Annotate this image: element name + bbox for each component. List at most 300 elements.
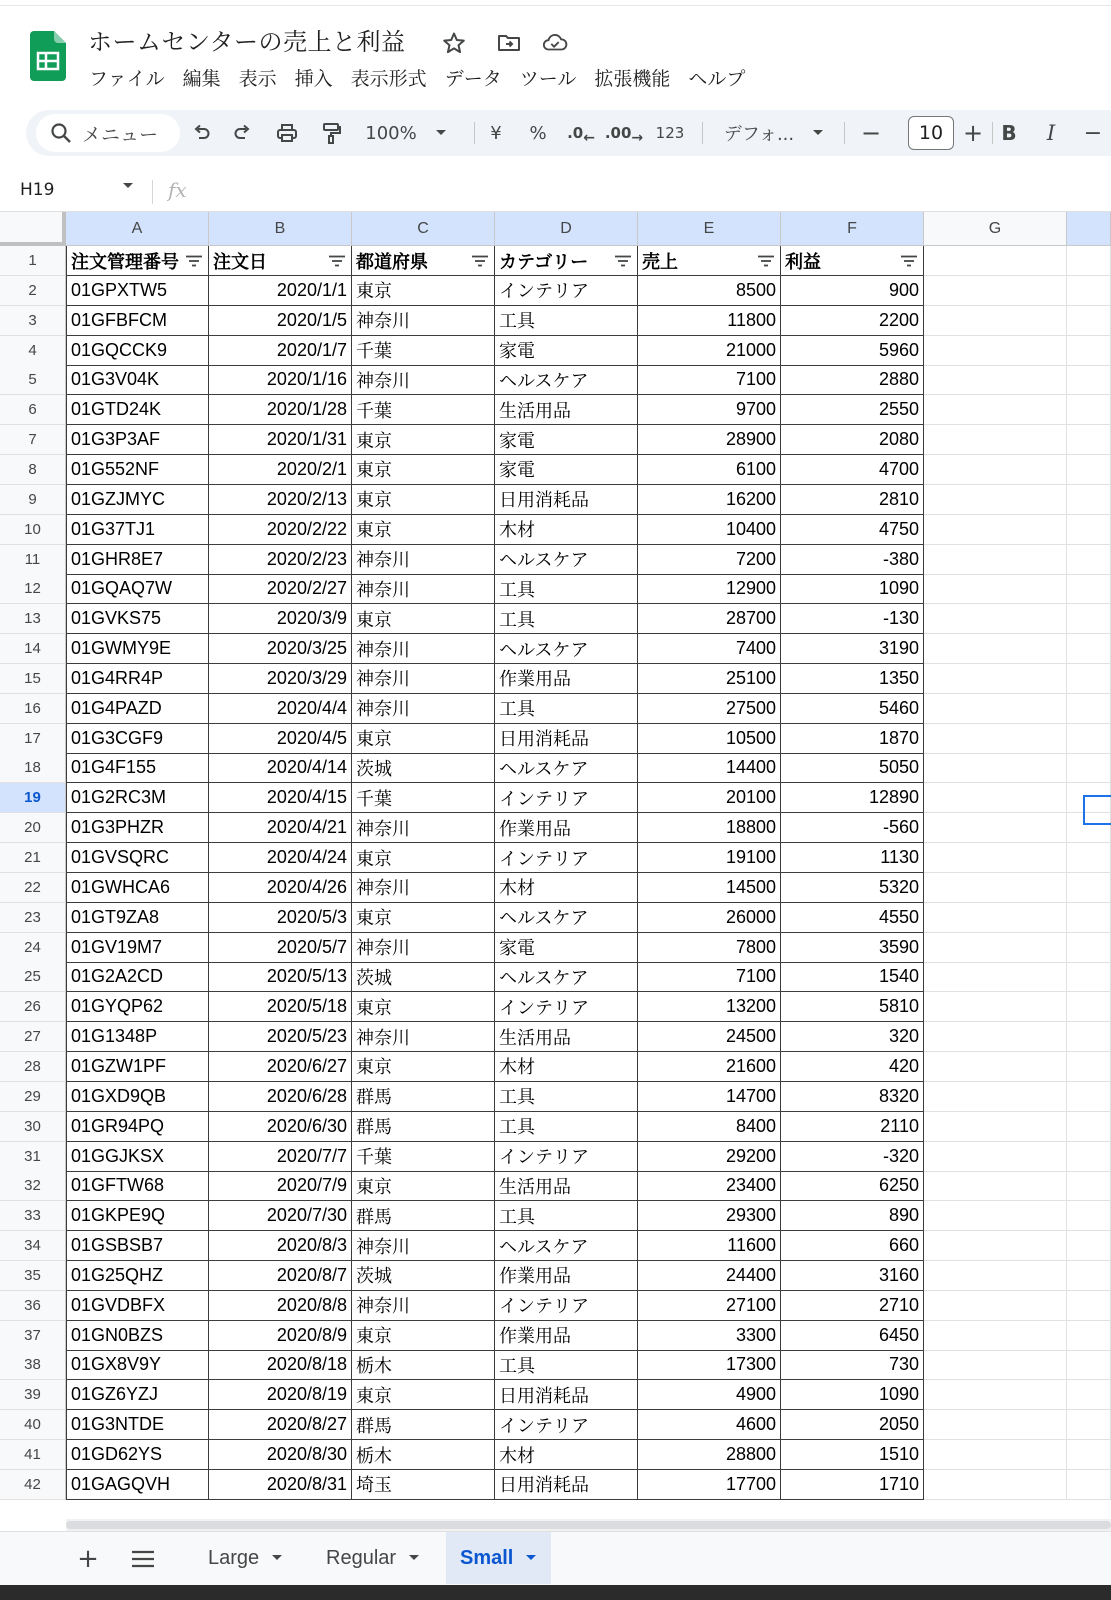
cell-f41[interactable]: 1510 <box>781 1440 924 1470</box>
row-header[interactable]: 5 <box>0 365 66 395</box>
row-header[interactable]: 9 <box>0 485 66 515</box>
row-header[interactable]: 42 <box>0 1470 66 1500</box>
row-header[interactable]: 30 <box>0 1112 66 1142</box>
menu-search-button[interactable] <box>36 114 180 152</box>
cell-b18[interactable]: 2020/4/14 <box>209 753 352 783</box>
cell-d20[interactable]: 作業用品 <box>495 813 638 843</box>
cell-h32[interactable] <box>1067 1171 1111 1201</box>
cell-e2[interactable]: 8500 <box>638 276 781 306</box>
row-header[interactable]: 6 <box>0 395 66 425</box>
cell-c16[interactable]: 神奈川 <box>352 694 495 724</box>
cell-g26[interactable] <box>924 992 1067 1022</box>
cell-a30[interactable]: 01GR94PQ <box>66 1112 209 1142</box>
cell-h24[interactable] <box>1067 933 1111 963</box>
cell-b13[interactable]: 2020/3/9 <box>209 604 352 634</box>
cell-a5[interactable]: 01G3V04K <box>66 365 209 395</box>
row-header[interactable]: 11 <box>0 545 66 575</box>
cell-d2[interactable]: インテリア <box>495 276 638 306</box>
cell-c24[interactable]: 神奈川 <box>352 933 495 963</box>
cell-b41[interactable]: 2020/8/30 <box>209 1440 352 1470</box>
cell-f32[interactable]: 6250 <box>781 1171 924 1201</box>
select-all-corner[interactable] <box>0 212 66 246</box>
cell-h3[interactable] <box>1067 306 1111 336</box>
cell-c19[interactable]: 千葉 <box>352 783 495 813</box>
cell-a7[interactable]: 01G3P3AF <box>66 425 209 455</box>
cell-f9[interactable]: 2810 <box>781 485 924 515</box>
cell-b38[interactable]: 2020/8/18 <box>209 1350 352 1380</box>
cell-g17[interactable] <box>924 724 1067 754</box>
cell-e16[interactable]: 27500 <box>638 694 781 724</box>
cell-e10[interactable]: 10400 <box>638 515 781 545</box>
cell-c18[interactable]: 茨城 <box>352 753 495 783</box>
cell-b17[interactable]: 2020/4/5 <box>209 724 352 754</box>
cell-d11[interactable]: ヘルスケア <box>495 545 638 575</box>
cell-c15[interactable]: 神奈川 <box>352 664 495 694</box>
cell-g11[interactable] <box>924 545 1067 575</box>
row-header[interactable]: 23 <box>0 903 66 933</box>
cell-g24[interactable] <box>924 933 1067 963</box>
cell-d22[interactable]: 木材 <box>495 873 638 903</box>
cell-b19[interactable]: 2020/4/15 <box>209 783 352 813</box>
cell-d41[interactable]: 木材 <box>495 1440 638 1470</box>
cell-b42[interactable]: 2020/8/31 <box>209 1470 352 1500</box>
cell-b30[interactable]: 2020/6/30 <box>209 1112 352 1142</box>
cell-d27[interactable]: 生活用品 <box>495 1022 638 1052</box>
cell-d36[interactable]: インテリア <box>495 1291 638 1321</box>
cell-d24[interactable]: 家電 <box>495 933 638 963</box>
cell-e25[interactable]: 7100 <box>638 962 781 992</box>
cell-e12[interactable]: 12900 <box>638 574 781 604</box>
strikethrough-button[interactable] <box>1078 110 1108 156</box>
cell-e13[interactable]: 28700 <box>638 604 781 634</box>
menu-edit[interactable]: 編集 <box>182 68 221 90</box>
cell-c11[interactable]: 神奈川 <box>352 545 495 575</box>
cell-e24[interactable]: 7800 <box>638 933 781 963</box>
cell-g40[interactable] <box>924 1410 1067 1440</box>
star-icon[interactable] <box>441 30 467 56</box>
cell-g34[interactable] <box>924 1231 1067 1261</box>
row-header[interactable]: 2 <box>0 276 66 306</box>
cell-f35[interactable]: 3160 <box>781 1261 924 1291</box>
header-cell-a[interactable] <box>66 246 209 276</box>
cell-a9[interactable]: 01GZJMYC <box>66 485 209 515</box>
cell-f6[interactable]: 2550 <box>781 395 924 425</box>
cell-c28[interactable]: 東京 <box>352 1052 495 1082</box>
cell-f39[interactable]: 1090 <box>781 1380 924 1410</box>
cell-d7[interactable]: 家電 <box>495 425 638 455</box>
row-header[interactable]: 17 <box>0 724 66 754</box>
header-cell-f[interactable] <box>781 246 924 276</box>
cell-e18[interactable]: 14400 <box>638 753 781 783</box>
cell-b3[interactable]: 2020/1/5 <box>209 306 352 336</box>
cell-f24[interactable]: 3590 <box>781 933 924 963</box>
cell-f19[interactable]: 12890 <box>781 783 924 813</box>
cell-c33[interactable]: 群馬 <box>352 1201 495 1231</box>
cell-b36[interactable]: 2020/8/8 <box>209 1291 352 1321</box>
cell-c39[interactable]: 東京 <box>352 1380 495 1410</box>
move-folder-icon[interactable] <box>496 30 522 56</box>
sheets-logo-icon[interactable] <box>30 31 66 81</box>
cell-b25[interactable]: 2020/5/13 <box>209 962 352 992</box>
cell-h7[interactable] <box>1067 425 1111 455</box>
row-header[interactable]: 32 <box>0 1171 66 1201</box>
cell-e36[interactable]: 27100 <box>638 1291 781 1321</box>
cell-a17[interactable]: 01G3CGF9 <box>66 724 209 754</box>
cell-b33[interactable]: 2020/7/30 <box>209 1201 352 1231</box>
number-format-button[interactable] <box>652 110 688 156</box>
cell-e9[interactable]: 16200 <box>638 485 781 515</box>
cell-e23[interactable]: 26000 <box>638 903 781 933</box>
cell-h2[interactable] <box>1067 276 1111 306</box>
cell-b32[interactable]: 2020/7/9 <box>209 1171 352 1201</box>
cell-a39[interactable]: 01GZ6YZJ <box>66 1380 209 1410</box>
cell-c10[interactable]: 東京 <box>352 515 495 545</box>
cell-d12[interactable]: 工具 <box>495 574 638 604</box>
cell-b23[interactable]: 2020/5/3 <box>209 903 352 933</box>
cell-h39[interactable] <box>1067 1380 1111 1410</box>
cell-f30[interactable]: 2110 <box>781 1112 924 1142</box>
row-header[interactable]: 38 <box>0 1350 66 1380</box>
menu-format[interactable]: 表示形式 <box>350 68 427 90</box>
cell-f12[interactable]: 1090 <box>781 574 924 604</box>
cell-f21[interactable]: 1130 <box>781 843 924 873</box>
decrease-font-size-button[interactable] <box>856 110 886 156</box>
menu-tools[interactable]: ツール <box>519 68 577 90</box>
cell-a20[interactable]: 01G3PHZR <box>66 813 209 843</box>
cell-d26[interactable]: インテリア <box>495 992 638 1022</box>
cell-f15[interactable]: 1350 <box>781 664 924 694</box>
cell-a35[interactable]: 01G25QHZ <box>66 1261 209 1291</box>
cell-f42[interactable]: 1710 <box>781 1470 924 1500</box>
cell-d18[interactable]: ヘルスケア <box>495 753 638 783</box>
row-header[interactable]: 18 <box>0 753 66 783</box>
cell-f31[interactable]: -320 <box>781 1142 924 1172</box>
cell-c40[interactable]: 群馬 <box>352 1410 495 1440</box>
cell-g32[interactable] <box>924 1171 1067 1201</box>
row-header[interactable]: 20 <box>0 813 66 843</box>
column-header-e[interactable]: E <box>638 212 781 246</box>
cell-g5[interactable] <box>924 365 1067 395</box>
menu-help[interactable]: ヘルプ <box>688 68 746 90</box>
cell-c14[interactable]: 神奈川 <box>352 634 495 664</box>
cell-c38[interactable]: 栃木 <box>352 1350 495 1380</box>
cell-e28[interactable]: 21600 <box>638 1052 781 1082</box>
cell-c41[interactable]: 栃木 <box>352 1440 495 1470</box>
cell-c21[interactable]: 東京 <box>352 843 495 873</box>
row-header[interactable]: 12 <box>0 574 66 604</box>
cell-b39[interactable]: 2020/8/19 <box>209 1380 352 1410</box>
cell-a36[interactable]: 01GVDBFX <box>66 1291 209 1321</box>
cell-h4[interactable] <box>1067 336 1111 366</box>
row-header[interactable]: 40 <box>0 1410 66 1440</box>
cloud-saved-icon[interactable] <box>542 30 568 56</box>
cell-b9[interactable]: 2020/2/13 <box>209 485 352 515</box>
cell-d37[interactable]: 作業用品 <box>495 1321 638 1351</box>
menu-view[interactable]: 表示 <box>238 68 277 90</box>
cell-d5[interactable]: ヘルスケア <box>495 365 638 395</box>
sheet-tab-small[interactable] <box>446 1532 551 1584</box>
cell-f29[interactable]: 8320 <box>781 1082 924 1112</box>
cell-d14[interactable]: ヘルスケア <box>495 634 638 664</box>
row-header[interactable]: 13 <box>0 604 66 634</box>
cell-e7[interactable]: 28900 <box>638 425 781 455</box>
cell-h33[interactable] <box>1067 1201 1111 1231</box>
cell-f40[interactable]: 2050 <box>781 1410 924 1440</box>
active-cell-h19[interactable] <box>1083 795 1111 825</box>
cell-g4[interactable] <box>924 336 1067 366</box>
cell-f18[interactable]: 5050 <box>781 753 924 783</box>
cell-c29[interactable]: 群馬 <box>352 1082 495 1112</box>
cell-h40[interactable] <box>1067 1410 1111 1440</box>
cell-f25[interactable]: 1540 <box>781 962 924 992</box>
cell-a13[interactable]: 01GVKS75 <box>66 604 209 634</box>
filter-icon[interactable] <box>329 255 345 267</box>
cell-d34[interactable]: ヘルスケア <box>495 1231 638 1261</box>
row-header[interactable]: 28 <box>0 1052 66 1082</box>
cell-a12[interactable]: 01GQAQ7W <box>66 574 209 604</box>
row-header[interactable]: 25 <box>0 962 66 992</box>
decrease-decimal-button[interactable] <box>564 110 598 156</box>
cell-c9[interactable]: 東京 <box>352 485 495 515</box>
cell-c34[interactable]: 神奈川 <box>352 1231 495 1261</box>
cell-a24[interactable]: 01GV19M7 <box>66 933 209 963</box>
cell-h9[interactable] <box>1067 485 1111 515</box>
row-header[interactable]: 31 <box>0 1142 66 1172</box>
filter-icon[interactable] <box>186 255 202 267</box>
cell-a14[interactable]: 01GWMY9E <box>66 634 209 664</box>
cell-d23[interactable]: ヘルスケア <box>495 903 638 933</box>
row-header[interactable]: 1 <box>0 246 66 276</box>
increase-font-size-button[interactable] <box>958 110 988 156</box>
cell-a10[interactable]: 01G37TJ1 <box>66 515 209 545</box>
cell-h13[interactable] <box>1067 604 1111 634</box>
cell-g22[interactable] <box>924 873 1067 903</box>
cell-e38[interactable]: 17300 <box>638 1350 781 1380</box>
percent-format-button[interactable] <box>523 110 553 156</box>
cell-h37[interactable] <box>1067 1321 1111 1351</box>
cell-d42[interactable]: 日用消耗品 <box>495 1470 638 1500</box>
cell-a38[interactable]: 01GX8V9Y <box>66 1350 209 1380</box>
cell-a18[interactable]: 01G4F155 <box>66 753 209 783</box>
cell-d15[interactable]: 作業用品 <box>495 664 638 694</box>
column-header-a[interactable]: A <box>66 212 209 246</box>
cell-b11[interactable]: 2020/2/23 <box>209 545 352 575</box>
header-cell-e[interactable] <box>638 246 781 276</box>
row-header[interactable]: 7 <box>0 425 66 455</box>
cell-b10[interactable]: 2020/2/22 <box>209 515 352 545</box>
cell-h10[interactable] <box>1067 515 1111 545</box>
cell-d30[interactable]: 工具 <box>495 1112 638 1142</box>
cell-h5[interactable] <box>1067 365 1111 395</box>
cell-e32[interactable]: 23400 <box>638 1171 781 1201</box>
cell-g1[interactable] <box>924 246 1067 276</box>
cell-b35[interactable]: 2020/8/7 <box>209 1261 352 1291</box>
cell-c30[interactable]: 群馬 <box>352 1112 495 1142</box>
cell-b7[interactable]: 2020/1/31 <box>209 425 352 455</box>
cell-b5[interactable]: 2020/1/16 <box>209 365 352 395</box>
chevron-down-icon[interactable] <box>122 182 134 190</box>
cell-d4[interactable]: 家電 <box>495 336 638 366</box>
menu-insert[interactable]: 挿入 <box>294 68 333 90</box>
cell-e33[interactable]: 29300 <box>638 1201 781 1231</box>
cell-b20[interactable]: 2020/4/21 <box>209 813 352 843</box>
row-header[interactable]: 39 <box>0 1380 66 1410</box>
cell-e34[interactable]: 11600 <box>638 1231 781 1261</box>
cell-h29[interactable] <box>1067 1082 1111 1112</box>
all-sheets-icon[interactable] <box>128 1544 158 1574</box>
cell-h1[interactable] <box>1067 246 1111 276</box>
cell-b14[interactable]: 2020/3/25 <box>209 634 352 664</box>
column-header-f[interactable]: F <box>781 212 924 246</box>
cell-a2[interactable]: 01GPXTW5 <box>66 276 209 306</box>
cell-c12[interactable]: 神奈川 <box>352 574 495 604</box>
cell-a27[interactable]: 01G1348P <box>66 1022 209 1052</box>
cell-g13[interactable] <box>924 604 1067 634</box>
cell-d8[interactable]: 家電 <box>495 455 638 485</box>
cell-h28[interactable] <box>1067 1052 1111 1082</box>
cell-d6[interactable]: 生活用品 <box>495 395 638 425</box>
cell-g9[interactable] <box>924 485 1067 515</box>
cell-f10[interactable]: 4750 <box>781 515 924 545</box>
cell-a16[interactable]: 01G4PAZD <box>66 694 209 724</box>
cell-d31[interactable]: インテリア <box>495 1142 638 1172</box>
column-header-d[interactable]: D <box>495 212 638 246</box>
cell-e37[interactable]: 3300 <box>638 1321 781 1351</box>
cell-f37[interactable]: 6450 <box>781 1321 924 1351</box>
cell-h38[interactable] <box>1067 1350 1111 1380</box>
cell-g35[interactable] <box>924 1261 1067 1291</box>
cell-c31[interactable]: 千葉 <box>352 1142 495 1172</box>
cell-g25[interactable] <box>924 962 1067 992</box>
cell-d38[interactable]: 工具 <box>495 1350 638 1380</box>
cell-b29[interactable]: 2020/6/28 <box>209 1082 352 1112</box>
cell-f26[interactable]: 5810 <box>781 992 924 1022</box>
redo-icon[interactable] <box>228 110 258 156</box>
document-title[interactable]: ホームセンターの売上と利益 <box>88 28 406 56</box>
bold-button[interactable] <box>994 110 1024 156</box>
cell-e41[interactable]: 28800 <box>638 1440 781 1470</box>
cell-e4[interactable]: 21000 <box>638 336 781 366</box>
cell-e30[interactable]: 8400 <box>638 1112 781 1142</box>
cell-g39[interactable] <box>924 1380 1067 1410</box>
cell-d10[interactable]: 木材 <box>495 515 638 545</box>
cell-c23[interactable]: 東京 <box>352 903 495 933</box>
cell-d33[interactable]: 工具 <box>495 1201 638 1231</box>
row-header[interactable]: 21 <box>0 843 66 873</box>
row-header[interactable]: 8 <box>0 455 66 485</box>
cell-h26[interactable] <box>1067 992 1111 1022</box>
cell-g12[interactable] <box>924 574 1067 604</box>
cell-e42[interactable]: 17700 <box>638 1470 781 1500</box>
cell-a3[interactable]: 01GFBFCM <box>66 306 209 336</box>
cell-g27[interactable] <box>924 1022 1067 1052</box>
print-icon[interactable] <box>272 110 302 156</box>
cell-a21[interactable]: 01GVSQRC <box>66 843 209 873</box>
cell-e35[interactable]: 24400 <box>638 1261 781 1291</box>
cell-h11[interactable] <box>1067 545 1111 575</box>
cell-e26[interactable]: 13200 <box>638 992 781 1022</box>
row-header[interactable]: 24 <box>0 933 66 963</box>
cell-g42[interactable] <box>924 1470 1067 1500</box>
menu-file[interactable]: ファイル <box>89 68 165 90</box>
undo-icon[interactable] <box>186 110 216 156</box>
cell-b8[interactable]: 2020/2/1 <box>209 455 352 485</box>
paint-format-icon[interactable] <box>316 110 346 156</box>
cell-h42[interactable] <box>1067 1470 1111 1500</box>
cell-g31[interactable] <box>924 1142 1067 1172</box>
cell-e19[interactable]: 20100 <box>638 783 781 813</box>
currency-format-button[interactable] <box>481 110 511 156</box>
cell-b27[interactable]: 2020/5/23 <box>209 1022 352 1052</box>
row-header[interactable]: 4 <box>0 336 66 366</box>
cell-g20[interactable] <box>924 813 1067 843</box>
cell-h14[interactable] <box>1067 634 1111 664</box>
cell-e14[interactable]: 7400 <box>638 634 781 664</box>
cell-c5[interactable]: 神奈川 <box>352 365 495 395</box>
cell-g8[interactable] <box>924 455 1067 485</box>
cell-c13[interactable]: 東京 <box>352 604 495 634</box>
cell-b22[interactable]: 2020/4/26 <box>209 873 352 903</box>
sheet-tab-regular[interactable] <box>312 1532 434 1584</box>
cell-a8[interactable]: 01G552NF <box>66 455 209 485</box>
cell-h18[interactable] <box>1067 753 1111 783</box>
cell-c26[interactable]: 東京 <box>352 992 495 1022</box>
cell-g18[interactable] <box>924 753 1067 783</box>
row-header[interactable]: 35 <box>0 1261 66 1291</box>
sheet-tab-large[interactable] <box>194 1532 297 1584</box>
cell-b21[interactable]: 2020/4/24 <box>209 843 352 873</box>
cell-a34[interactable]: 01GSBSB7 <box>66 1231 209 1261</box>
cell-a4[interactable]: 01GQCCK9 <box>66 336 209 366</box>
cell-f3[interactable]: 2200 <box>781 306 924 336</box>
horizontal-scrollbar[interactable] <box>66 1519 1111 1531</box>
row-header[interactable]: 19 <box>0 783 66 813</box>
cell-d21[interactable]: インテリア <box>495 843 638 873</box>
header-cell-c[interactable] <box>352 246 495 276</box>
cell-e20[interactable]: 18800 <box>638 813 781 843</box>
cell-h36[interactable] <box>1067 1291 1111 1321</box>
cell-c35[interactable]: 茨城 <box>352 1261 495 1291</box>
cell-g28[interactable] <box>924 1052 1067 1082</box>
cell-a31[interactable]: 01GGJKSX <box>66 1142 209 1172</box>
cell-d35[interactable]: 作業用品 <box>495 1261 638 1291</box>
cell-f14[interactable]: 3190 <box>781 634 924 664</box>
row-header[interactable]: 14 <box>0 634 66 664</box>
cell-a37[interactable]: 01GN0BZS <box>66 1321 209 1351</box>
filter-icon[interactable] <box>472 255 488 267</box>
filter-icon[interactable] <box>901 255 917 267</box>
menu-extensions[interactable]: 拡張機能 <box>594 68 671 90</box>
cell-f23[interactable]: 4550 <box>781 903 924 933</box>
cell-f4[interactable]: 5960 <box>781 336 924 366</box>
cell-a23[interactable]: 01GT9ZA8 <box>66 903 209 933</box>
row-header[interactable]: 10 <box>0 515 66 545</box>
zoom-select[interactable] <box>356 110 456 156</box>
cell-g14[interactable] <box>924 634 1067 664</box>
cell-h34[interactable] <box>1067 1231 1111 1261</box>
cell-g41[interactable] <box>924 1440 1067 1470</box>
cell-h41[interactable] <box>1067 1440 1111 1470</box>
cell-a41[interactable]: 01GD62YS <box>66 1440 209 1470</box>
cell-e40[interactable]: 4600 <box>638 1410 781 1440</box>
cell-d25[interactable]: ヘルスケア <box>495 962 638 992</box>
cell-g3[interactable] <box>924 306 1067 336</box>
cell-c25[interactable]: 茨城 <box>352 962 495 992</box>
cell-h21[interactable] <box>1067 843 1111 873</box>
cell-c3[interactable]: 神奈川 <box>352 306 495 336</box>
cell-d9[interactable]: 日用消耗品 <box>495 485 638 515</box>
cell-e21[interactable]: 19100 <box>638 843 781 873</box>
